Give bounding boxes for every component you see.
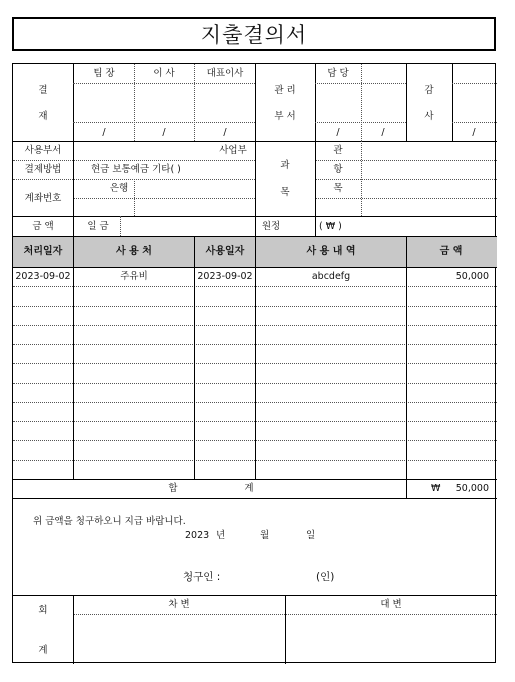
- row-place: 주유비: [120, 271, 148, 282]
- department-label: 부 서: [274, 111, 296, 122]
- approval-gyeol: 결: [38, 85, 48, 96]
- approval-slash: /: [102, 127, 106, 138]
- expense-form: [12, 63, 496, 663]
- approval-jae: 재: [38, 111, 48, 122]
- account-number-label: 계좌번호: [24, 193, 62, 204]
- header-amount: 금 액: [439, 246, 463, 257]
- request-year-unit: 년: [216, 530, 226, 541]
- request-month-unit: 월: [260, 530, 270, 541]
- document-title-box: [12, 17, 496, 51]
- request-year: 2023: [185, 530, 210, 541]
- request-sentence: 위 금액을 청구하오니 지급 바랍니다.: [33, 516, 186, 527]
- seal-mark: (인): [316, 571, 335, 583]
- total-amount: 50,000: [455, 483, 489, 494]
- bank-label: 은행: [109, 183, 129, 194]
- hang-label: 항: [333, 164, 343, 175]
- audit-gam: 감: [424, 85, 434, 96]
- audit-sa: 사: [424, 111, 434, 122]
- won-label: 원정: [261, 221, 281, 232]
- won-value: ( ₩ ): [319, 221, 342, 232]
- dept-label: 사용부서: [24, 145, 62, 156]
- accounting-hoe: 회: [38, 605, 48, 616]
- request-day-unit: 일: [306, 530, 316, 541]
- total-label-hap: 합: [168, 483, 178, 494]
- total-label-gye: 계: [244, 483, 254, 494]
- row-use-date: 2023-09-02: [197, 271, 253, 282]
- approval-role-director: 이 사: [153, 68, 175, 79]
- approval-slash: /: [223, 127, 227, 138]
- mok2-label: 목: [333, 183, 343, 194]
- mok-label: 목: [280, 187, 290, 198]
- row-process-date: 2023-09-02: [15, 271, 71, 282]
- manager-label: 담 당: [327, 68, 349, 79]
- total-currency: ₩: [431, 483, 441, 494]
- header-place: 사 용 처: [116, 246, 152, 257]
- header-use-date: 사용일자: [205, 246, 245, 257]
- claimant-label: 청구인 :: [183, 571, 221, 583]
- document-title: 지출결의서: [200, 23, 308, 47]
- accounting-gye: 계: [38, 645, 48, 656]
- approval-slash: /: [381, 127, 385, 138]
- payment-options: 현금 보통예금 기타( ): [91, 164, 181, 175]
- payment-method-label: 결제방법: [24, 164, 62, 175]
- debit-label: 차 변: [168, 599, 190, 610]
- credit-label: 대 변: [380, 599, 402, 610]
- il-geum-label: 일 금: [87, 221, 109, 232]
- approval-slash: /: [336, 127, 340, 138]
- approval-slash: /: [472, 127, 476, 138]
- header-process-date: 처리일자: [23, 246, 63, 257]
- gwan-label: 관: [333, 145, 343, 156]
- approval-slash: /: [162, 127, 166, 138]
- header-details: 사 용 내 역: [306, 246, 356, 257]
- approval-role-team-leader: 팀 장: [93, 68, 115, 79]
- approval-role-ceo: 대표이사: [206, 68, 244, 79]
- business-label: 사업부: [219, 145, 247, 156]
- row-amount: 50,000: [455, 271, 489, 282]
- management-label: 관 리: [274, 85, 296, 96]
- gwa-label: 과: [280, 160, 290, 171]
- row-details: abcdefg: [311, 271, 351, 282]
- amount-label: 금 액: [32, 221, 54, 232]
